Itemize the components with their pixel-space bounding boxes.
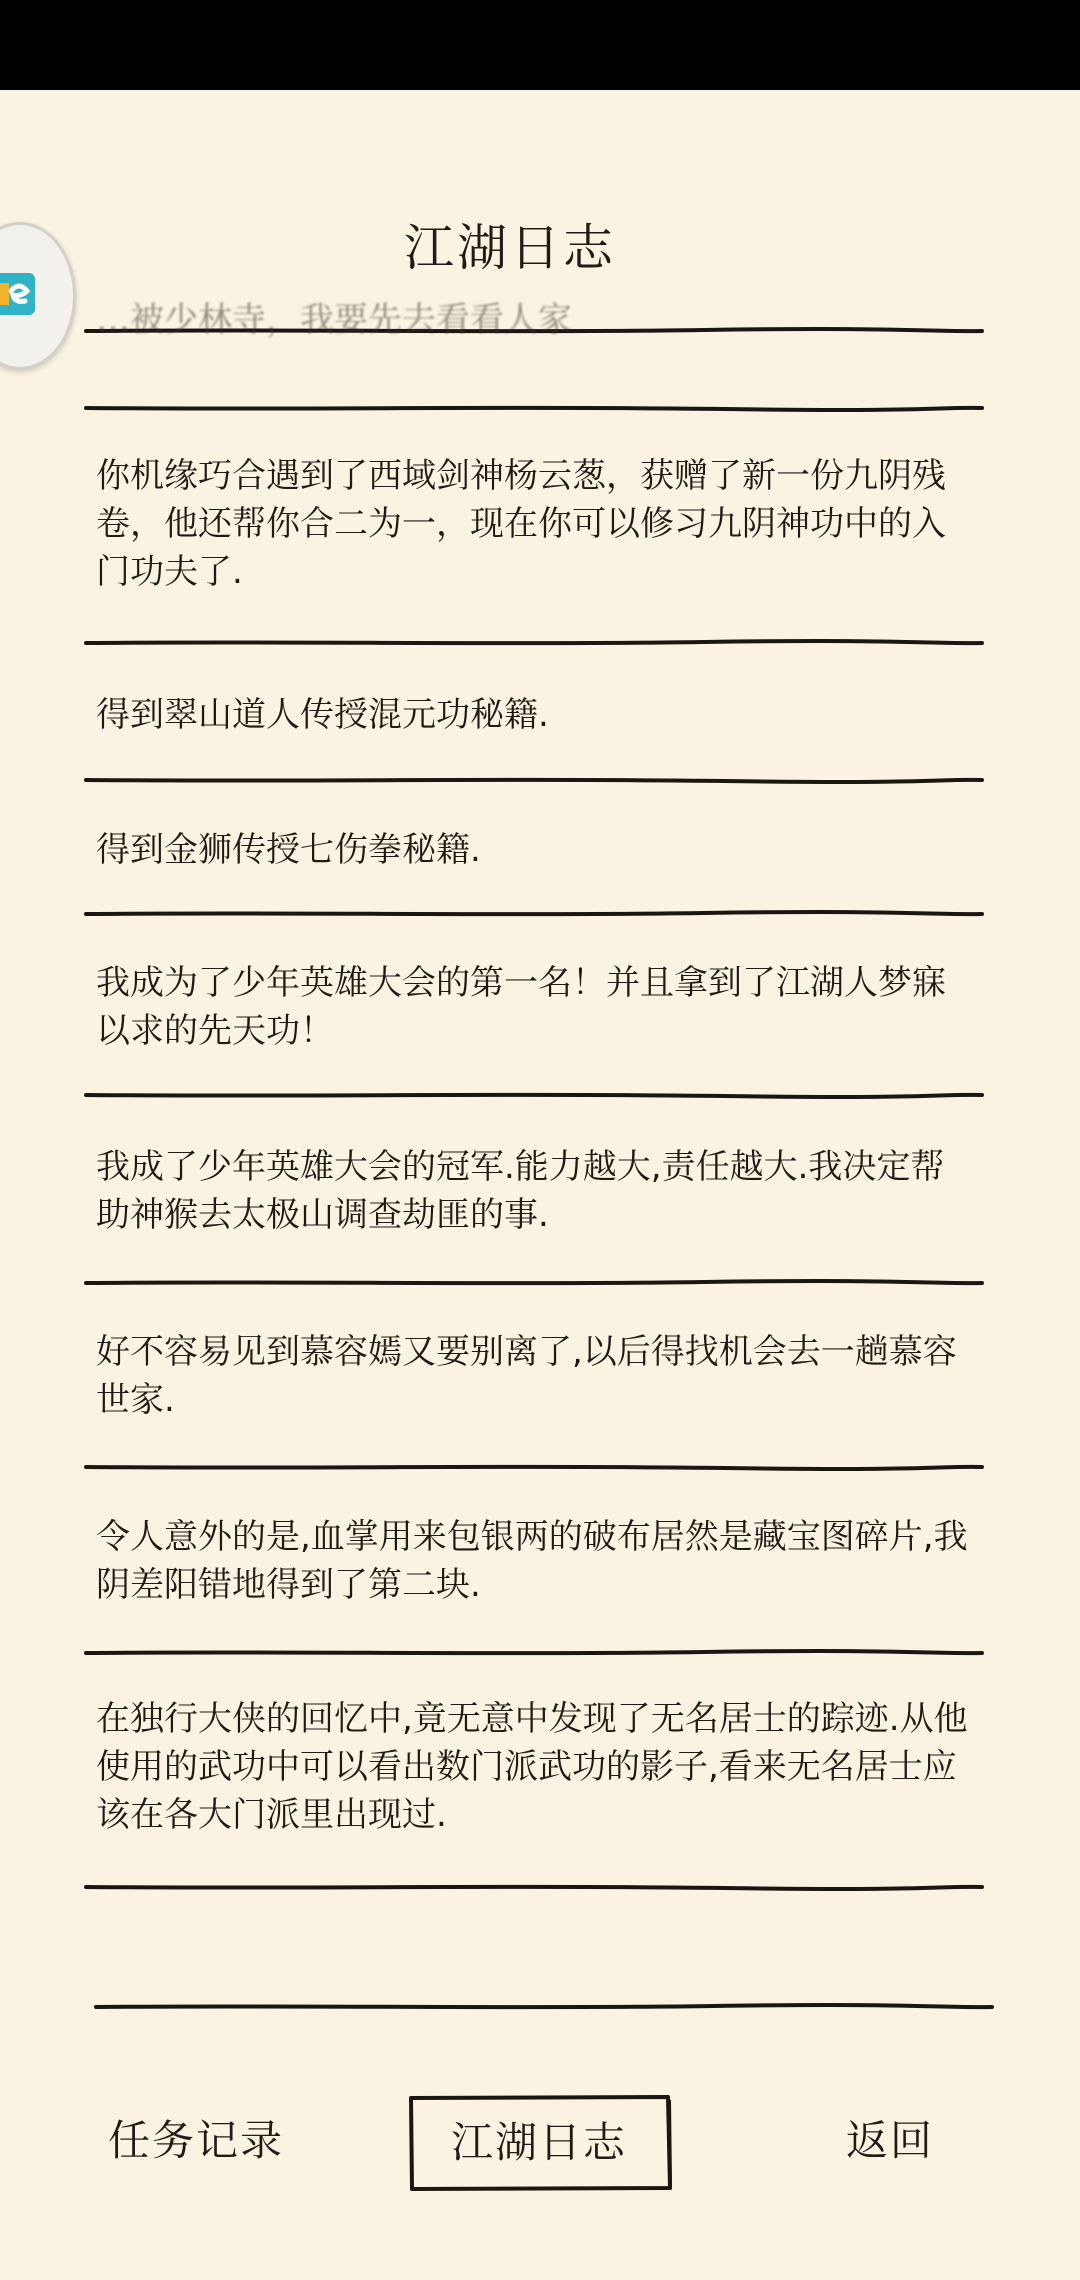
tab-task-record[interactable]: 任务记录 [107,2116,284,2165]
back-button[interactable]: 返回 [845,2116,934,2165]
divider [84,1090,984,1100]
divider [84,1648,984,1658]
tab-journal[interactable]: 江湖日志 [450,2118,627,2167]
page-title: 江湖日志 [404,219,616,277]
log-entry: 得到翠山道人传授混元功秘籍. [96,695,549,735]
divider [84,1882,984,1892]
log-entry: 好不容易见到慕容嫣又要别离了,以后得找机会去一趟慕容世家. [96,1332,957,1420]
divider [84,775,984,785]
divider [84,1462,984,1472]
log-entry: 得到金狮传授七伤拳秘籍. [96,830,481,870]
divider [84,1278,984,1288]
list-item-clipped: …被少林寺，我要先去看看人家 [96,300,572,340]
divider [84,638,984,648]
log-entry: 你机缘巧合遇到了西域剑神杨云葱，获赠了新一份九阴残卷，他还帮你合二为一，现在你可以修习九阴神功中的入门功夫了. [96,456,946,592]
divider [84,403,984,413]
log-entry: 令人意外的是,血掌用来包银两的破布居然是藏宝图碎片,我阴差阳错地得到了第二块. [96,1517,968,1605]
divider [84,909,984,919]
log-entry: 我成为了少年英雄大会的第一名！并且拿到了江湖人梦寐以求的先天功！ [96,963,946,1051]
log-entry: 我成了少年英雄大会的冠军.能力越大,责任越大.我决定帮助神猴去太极山调查劫匪的事. [96,1147,945,1235]
divider [94,2002,994,2012]
log-entry: 在独行大侠的回忆中,竟无意中发现了无名居士的踪迹.从他使用的武功中可以看出数门派武功的影子,看来无名居士应该在各大门派里出现过. [96,1699,968,1835]
